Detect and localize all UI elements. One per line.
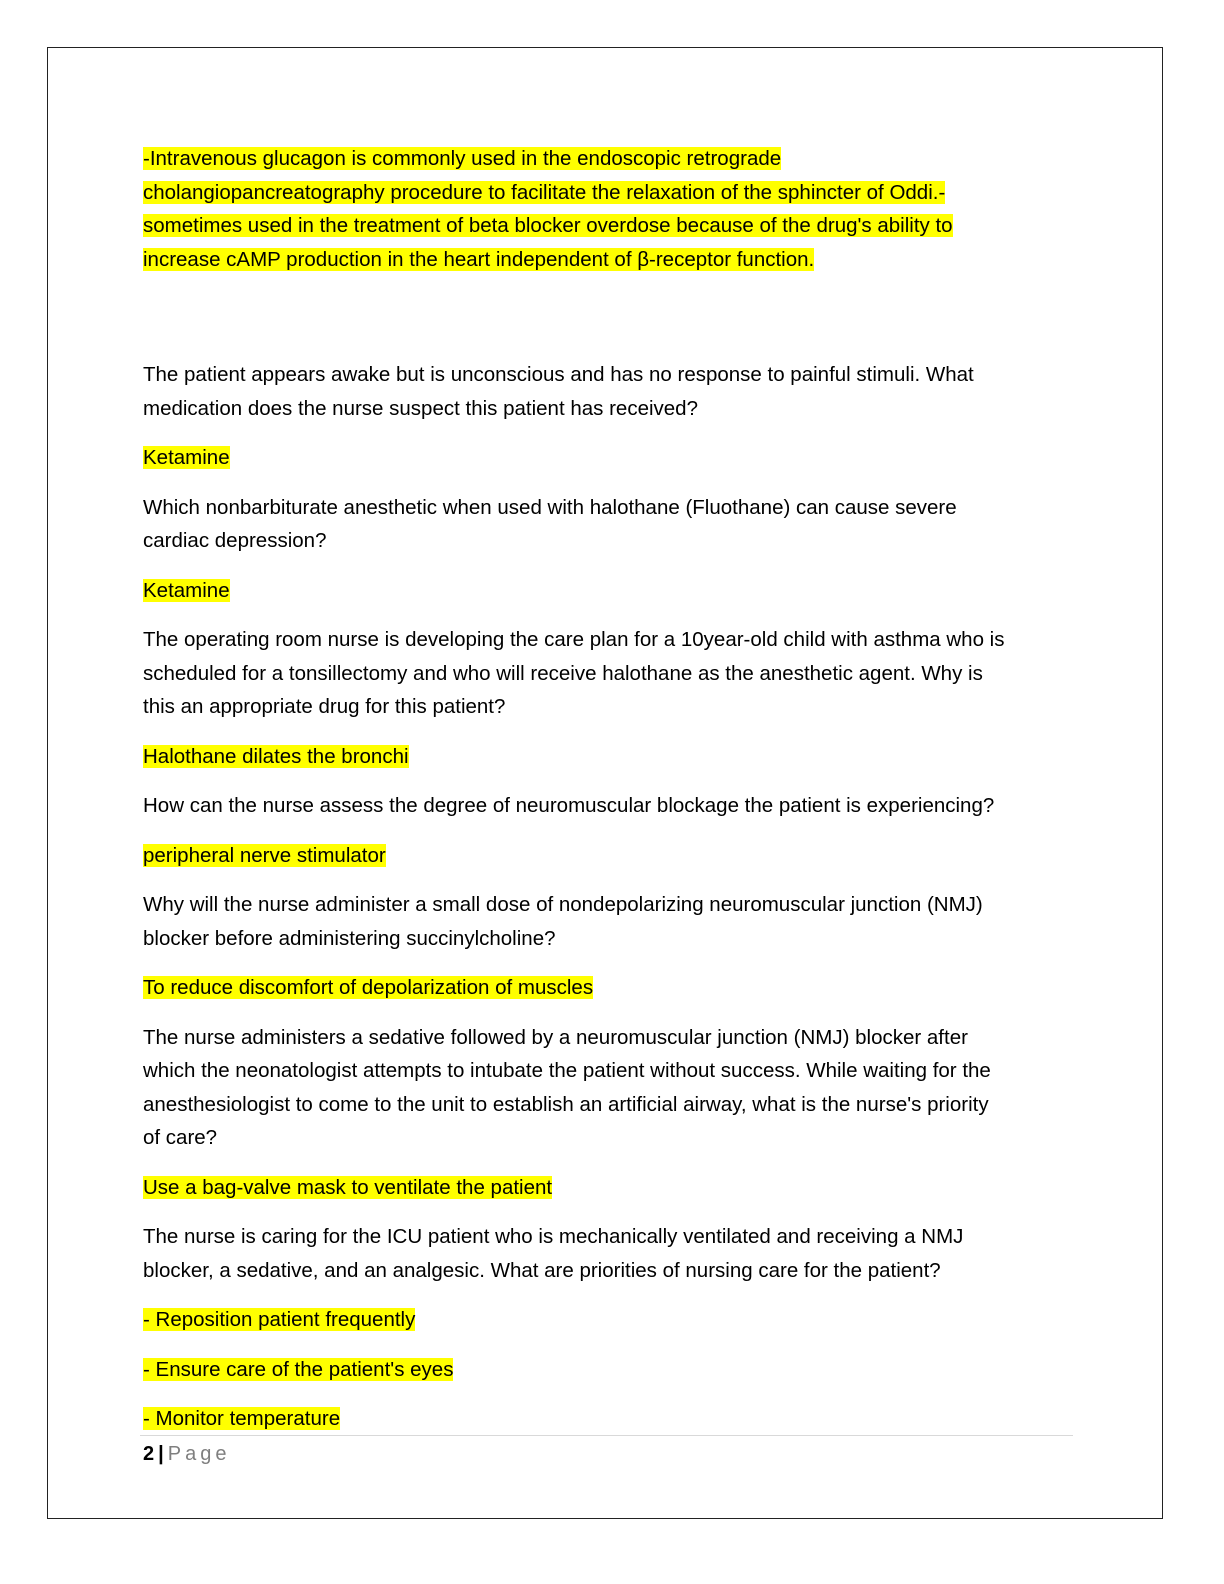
question-line: anesthesiologist to come to the unit to establish an artificial airway, what is the nurse's priority: [143, 1092, 989, 1116]
answer: [143, 1171, 1078, 1205]
intro-line: sometimes used in the treatment of beta blocker overdose because of the drug's ability to: [143, 214, 953, 237]
answer-text: Halothane dilates the bronchi: [143, 744, 409, 768]
answer-text: - Ensure care of the patient's eyes: [143, 1357, 454, 1381]
footer-divider: [140, 1435, 1073, 1436]
intro-line: -Intravenous glucagon is commonly used in the endoscopic retrograde: [143, 147, 782, 170]
question: [143, 888, 1078, 955]
question-line: Why will the nurse administer a small dose of nondepolarizing neuromuscular junction (NMJ): [143, 893, 983, 916]
question-line: cardiac depression?: [143, 529, 327, 552]
question-line: The nurse is caring for the ICU patient who is mechanically ventilated and receiving a NMJ: [143, 1225, 964, 1248]
answer-text: Ketamine: [143, 578, 230, 602]
question: [143, 491, 1078, 558]
question-line: The patient appears awake but is unconscious and has no response to painful stimuli. What: [143, 363, 974, 386]
answer-text: - Reposition patient frequently: [143, 1308, 416, 1331]
question-line: blocker, a sedative, and an analgesic. What are priorities of nursing care for the patient?: [143, 1258, 941, 1282]
answer: [143, 441, 1078, 475]
intro-line: cholangiopancreatography procedure to facilitate the relaxation of the sphincter of Oddi.-: [143, 180, 946, 204]
question-line: which the neonatologist attempts to intubate the patient without success. While waiting for the: [143, 1059, 991, 1082]
question-line: The operating room nurse is developing the care plan for a 10year-old child with asthma who is: [143, 628, 1005, 651]
answer-text: - Monitor temperature: [143, 1407, 341, 1430]
document-body: [143, 142, 1078, 1452]
page-footer: [143, 1440, 230, 1468]
page-label: Page: [167, 1443, 231, 1465]
question-line: The nurse administers a sedative followed by a neuromuscular junction (NMJ) blocker after: [143, 1025, 968, 1049]
answer-text: Use a bag-valve mask to ventilate the patient: [143, 1175, 553, 1199]
spacer: [143, 292, 1078, 358]
question-line: this an appropriate drug for this patient?: [143, 695, 506, 718]
answer-text: peripheral nerve stimulator: [143, 843, 386, 867]
answer: [143, 740, 1078, 774]
question: [143, 358, 1078, 425]
answer: [143, 1402, 1078, 1436]
question-line: of care?: [143, 1126, 218, 1149]
footer-separator: |: [158, 1443, 164, 1465]
question: [143, 1220, 1078, 1287]
question-line: Which nonbarbiturate anesthetic when used with halothane (Fluothane) can cause severe: [143, 495, 957, 519]
answer: [143, 839, 1078, 873]
page-number: 2: [143, 1443, 155, 1465]
intro-line: increase cAMP production in the heart independent of β-receptor function.: [143, 247, 815, 271]
question-line: medication does the nurse suspect this patient has received?: [143, 396, 698, 420]
answer: [143, 1353, 1078, 1387]
answer: [143, 1303, 1078, 1337]
answer-text: Ketamine: [143, 446, 230, 469]
question-line: scheduled for a tonsillectomy and who will receive halothane as the anesthetic agent. Why is: [143, 661, 983, 685]
answer: [143, 574, 1078, 608]
question: [143, 789, 1078, 823]
question-line: blocker before administering succinylcholine?: [143, 926, 556, 950]
intro-paragraph: [143, 142, 1078, 276]
question: [143, 623, 1078, 724]
answer-text: To reduce discomfort of depolarization of muscles: [143, 976, 594, 999]
question: [143, 1021, 1078, 1155]
question-line: How can the nurse assess the degree of neuromuscular blockage the patient is experiencing?: [143, 794, 995, 817]
answer: [143, 971, 1078, 1005]
